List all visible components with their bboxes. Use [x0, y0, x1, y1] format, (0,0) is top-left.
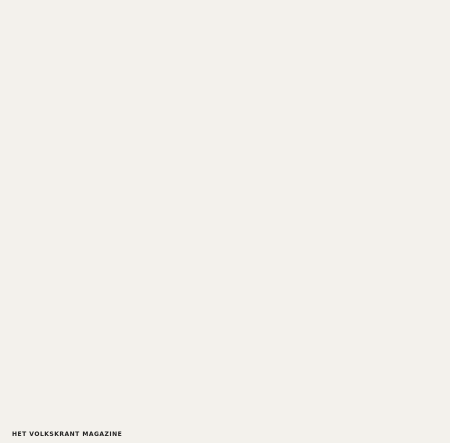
- body-paragraph: [230, 154, 442, 214]
- body-paragraph: [8, 195, 220, 255]
- body-paragraph: [8, 132, 220, 192]
- left-column: [8, 6, 220, 426]
- publication-name: HET VOLKSKRANT MAGAZINE: [12, 431, 123, 438]
- text-columns: [8, 6, 442, 426]
- interview-question: [230, 219, 442, 225]
- body-paragraph: [8, 69, 220, 129]
- body-paragraph: [8, 6, 220, 66]
- body-paragraph: [230, 6, 442, 66]
- page-footer: [8, 431, 122, 438]
- body-paragraph: [8, 258, 220, 318]
- interview-question: [230, 145, 442, 151]
- right-column: [230, 6, 442, 426]
- body-paragraph: [230, 80, 442, 140]
- interview-question: [230, 71, 442, 77]
- body-paragraph: [230, 228, 442, 288]
- body-paragraph: [230, 291, 442, 351]
- interview-question: [8, 323, 220, 329]
